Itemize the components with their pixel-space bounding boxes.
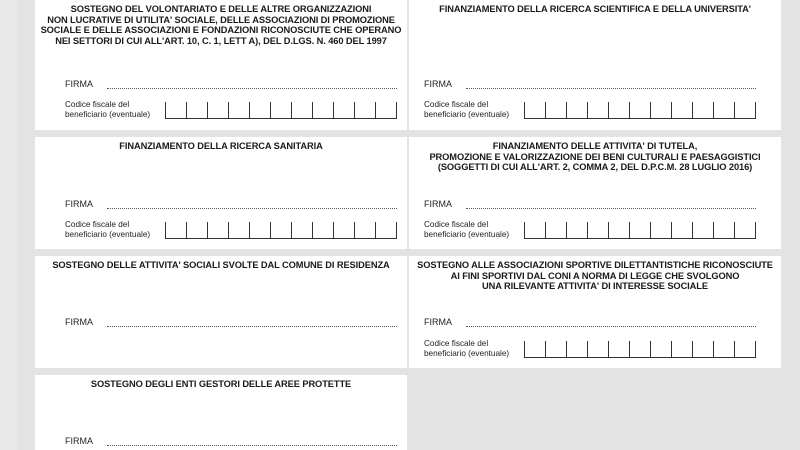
firma-label: FIRMA <box>65 199 93 209</box>
section-title: SOSTEGNO ALLE ASSOCIAZIONI SPORTIVE DILETTANTISTICHE RICONOSCIUTE AI FINI SPORTIVI DAL CONI A NORMA DI LEGGE CHE SVOLGONO UNA RILEVANTE ATTIVITA' DI INTERESSE SOCIALE <box>417 260 773 292</box>
firma-signature-line[interactable] <box>466 326 756 327</box>
section-comune-residenza <box>35 256 407 368</box>
codice-fiscale-input[interactable] <box>524 102 756 119</box>
section-beni-culturali <box>409 137 781 249</box>
section-title: FINANZIAMENTO DELLA RICERCA SCIENTIFICA E DELLA UNIVERSITA' <box>439 4 751 14</box>
codice-fiscale-label: Codice fiscale del beneficiario (eventuale) <box>65 220 151 239</box>
firma-label: FIRMA <box>424 199 452 209</box>
codice-fiscale-input[interactable] <box>165 222 397 239</box>
codice-fiscale-label: Codice fiscale del beneficiario (eventuale) <box>65 100 151 119</box>
section-title: SOSTEGNO DELLE ATTIVITA' SOCIALI SVOLTE DAL COMUNE DI RESIDENZA <box>52 260 390 270</box>
section-title: FINANZIAMENTO DELLA RICERCA SANITARIA <box>119 141 323 151</box>
firma-signature-line[interactable] <box>107 88 397 89</box>
firma-signature-line[interactable] <box>466 208 756 209</box>
codice-fiscale-input[interactable] <box>165 102 397 119</box>
section-aree-protette <box>35 375 407 450</box>
codice-fiscale-input[interactable] <box>524 222 756 239</box>
firma-label: FIRMA <box>424 317 452 327</box>
codice-fiscale-label: Codice fiscale del beneficiario (eventuale) <box>424 100 510 119</box>
firma-label: FIRMA <box>65 436 93 446</box>
firma-label: FIRMA <box>65 79 93 89</box>
section-associazioni-sportive <box>409 256 781 368</box>
codice-fiscale-label: Codice fiscale del beneficiario (eventuale) <box>424 339 510 358</box>
section-title: FINANZIAMENTO DELLE ATTIVITA' DI TUTELA, PROMOZIONE E VALORIZZAZIONE DEI BENI CULTURALI E PAESAGGISTICI (SOGGETTI DI CUI ALL'ART. 2, COMMA 2, DEL D.P.C.M. 28 LUGLIO 2016) <box>429 141 761 173</box>
codice-fiscale-label: Codice fiscale del beneficiario (eventuale) <box>424 220 510 239</box>
firma-signature-line[interactable] <box>107 445 397 446</box>
section-ricerca-scientifica <box>409 0 781 130</box>
section-ricerca-sanitaria <box>35 137 407 249</box>
section-title: SOSTEGNO DEL VOLONTARIATO E DELLE ALTRE ORGANIZZAZIONI NON LUCRATIVE DI UTILITA' SOCIALE, DELLE ASSOCIAZIONI DI PROMOZIONE SOCIALE E DELLE ASSOCIAZIONI E FONDAZIONI RICONOSCIUTE CHE OPERANO NEI SETTORI DI CUI ALL'ART. 10, C. 1, LETT A), DEL D.LGS. N. 460 DEL 1997 <box>40 4 402 46</box>
tax-choice-form-page <box>17 0 800 450</box>
section-title: SOSTEGNO DEGLI ENTI GESTORI DELLE AREE PROTETTE <box>90 379 352 389</box>
codice-fiscale-input[interactable] <box>524 341 756 358</box>
firma-label: FIRMA <box>65 317 93 327</box>
firma-signature-line[interactable] <box>107 208 397 209</box>
section-volontariato <box>35 0 407 130</box>
firma-label: FIRMA <box>424 79 452 89</box>
firma-signature-line[interactable] <box>107 326 397 327</box>
firma-signature-line[interactable] <box>466 88 756 89</box>
